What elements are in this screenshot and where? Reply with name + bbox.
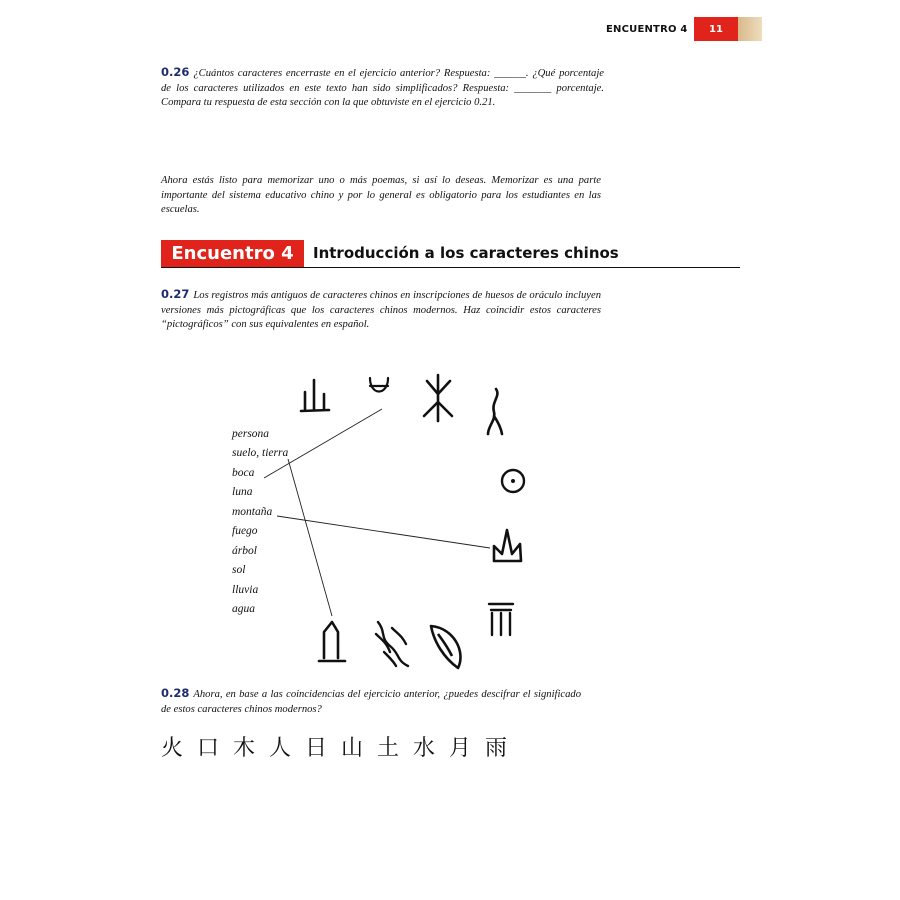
moon-glyph bbox=[426, 622, 466, 672]
chapter-header-label: ENCUENTRO 4 bbox=[606, 24, 688, 35]
person-glyph bbox=[484, 386, 508, 438]
word-item: lluvia bbox=[232, 584, 259, 596]
word-item: montaña bbox=[232, 506, 273, 518]
exercise-number: 0.26 bbox=[161, 65, 190, 79]
sun-glyph bbox=[498, 466, 528, 496]
word-item: persona bbox=[232, 428, 270, 440]
earth-glyph bbox=[316, 618, 348, 666]
word-item: suelo, tierra bbox=[232, 447, 289, 459]
word-item: luna bbox=[232, 486, 253, 498]
exercise-text: Ahora, en base a las coincidencias del ejercicio anterior, ¿puedes descifrar el significado de estos caracteres chinos modernos? bbox=[161, 689, 581, 715]
word-item: árbol bbox=[232, 545, 257, 557]
mouth-glyph bbox=[366, 374, 392, 402]
water-glyph bbox=[372, 618, 414, 670]
page-number-badge: 11 bbox=[694, 17, 738, 41]
rain-glyph bbox=[486, 600, 516, 640]
word-item: boca bbox=[232, 467, 255, 479]
match-line-tierra bbox=[288, 459, 332, 616]
memorize-note: Ahora estás listo para memorizar uno o más poemas, si así lo deseas. Memorizar es una parte importante del sistema educativo chino y por lo general es obligatorio para los estudiantes en las escuelas. bbox=[161, 175, 601, 216]
section-title: Introducción a los caracteres chinos bbox=[313, 244, 619, 262]
word-item: sol bbox=[232, 564, 246, 576]
exercise-number: 0.27 bbox=[161, 287, 190, 301]
modern-characters: 火口木人日山土水月雨 bbox=[161, 736, 522, 761]
word-item: agua bbox=[232, 603, 255, 615]
exercise-text: Los registros más antiguos de caracteres chinos en inscripciones de huesos de oráculo incluyen versiones más pictográficas que los caracteres chinos modernos. Haz coincidir estos caracteres “pictográficos” con sus equivalentes en español. bbox=[161, 290, 601, 331]
mountain-glyph bbox=[298, 376, 334, 416]
exercise-number: 0.28 bbox=[161, 686, 190, 700]
exercise-0-28 bbox=[161, 686, 581, 717]
exercise-text: ¿Cuántos caracteres encerraste en el ejercicio anterior? Respuesta: ______. ¿Qué porcentaje de los caracteres utilizados en este texto han sido simplificados? Respuesta: _______ porcentaje. Compara tu respuesta de esta sección con la que obtuviste en el ejercicio 0.21. bbox=[161, 68, 604, 109]
fire-glyph bbox=[490, 526, 526, 566]
word-item: fuego bbox=[232, 525, 258, 537]
section-label: Encuentro 4 bbox=[161, 240, 304, 267]
match-line-montana bbox=[277, 516, 490, 548]
match-line-boca bbox=[264, 409, 382, 478]
tree-glyph bbox=[420, 372, 456, 424]
